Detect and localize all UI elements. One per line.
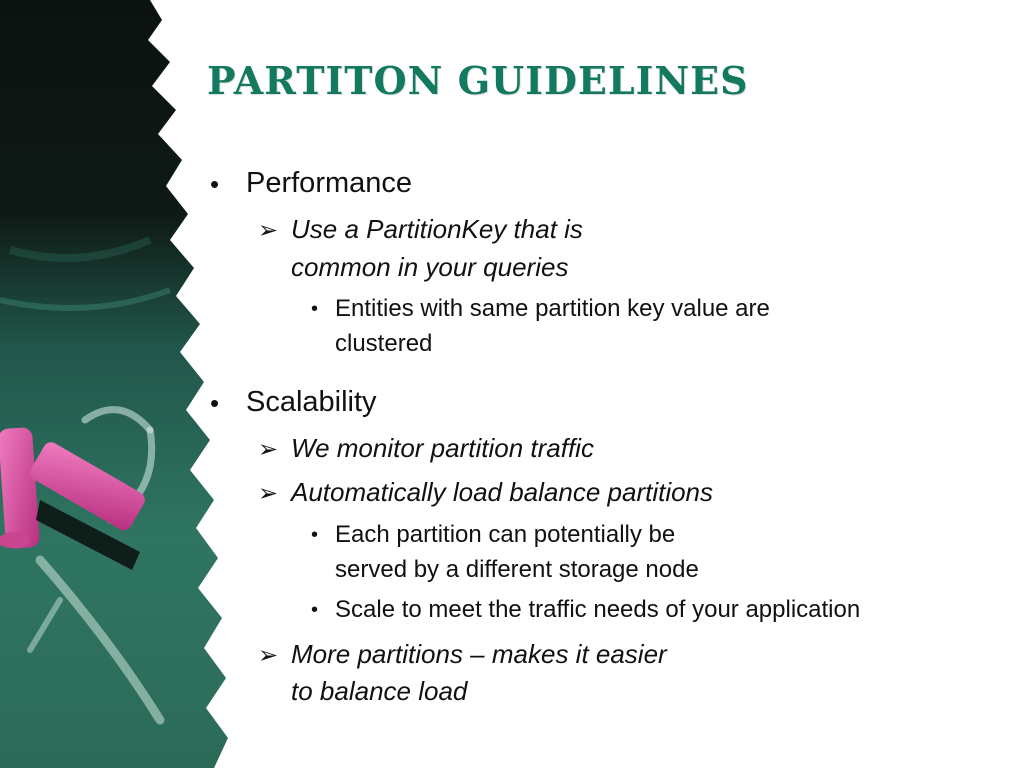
scalability-sub-3-line-1: More partitions – makes it easier (291, 639, 667, 669)
bullet-dot-icon: • (311, 298, 319, 320)
performance-sub-1-line-2: common in your queries (291, 252, 569, 282)
bullet-dot-icon: • (311, 524, 319, 546)
slide-title: PARTITON GUIDELINES (207, 58, 749, 103)
scalability-detail-1-line-1: Each partition can potentially be (335, 521, 676, 548)
performance-sub-1-line-1: Use a PartitionKey that is (291, 214, 583, 244)
performance-detail-1-line-2: clustered (335, 330, 433, 357)
scalability-detail-1-line-2: served by a different storage node (335, 556, 699, 583)
performance-detail-1-line-1: Entities with same partition key value are (335, 295, 770, 322)
arrow-bullet-icon: ➢ (258, 480, 279, 507)
scalability-sub-3-line-2: to balance load (291, 676, 468, 706)
bullet-dot-icon: • (311, 599, 319, 621)
bullet-dot-icon: • (210, 169, 220, 199)
arrow-bullet-icon: ➢ (258, 217, 279, 244)
scalability-sub-2: Automatically load balance partitions (291, 477, 714, 507)
arrow-bullet-icon: ➢ (258, 642, 279, 669)
bullet-dot-icon: • (210, 388, 220, 418)
bullet-scalability: Scalability (246, 386, 377, 418)
scalability-sub-1: We monitor partition traffic (291, 433, 594, 463)
arrow-bullet-icon: ➢ (258, 436, 279, 463)
bullet-performance: Performance (246, 167, 413, 199)
scalability-detail-2: Scale to meet the traffic needs of your application (335, 596, 861, 623)
